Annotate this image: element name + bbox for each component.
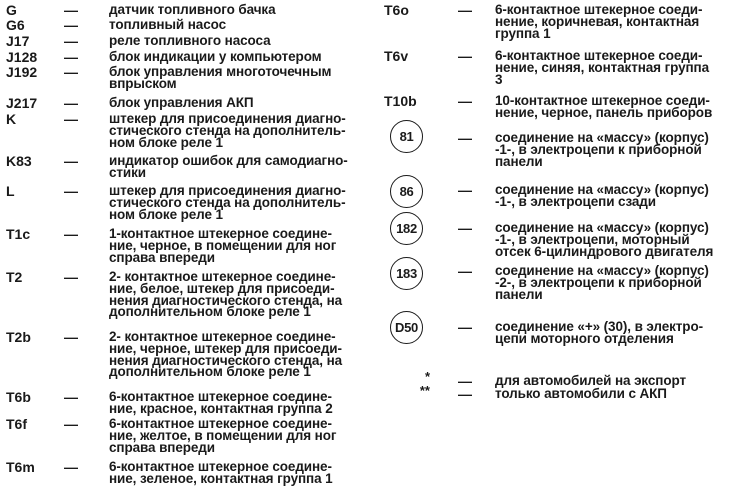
description-line: блок управления многоточечным	[109, 64, 332, 79]
entry-description	[109, 19, 371, 31]
description-line: блок управления АКП	[109, 95, 254, 110]
entry-description	[109, 155, 371, 179]
description-line: цепи моторного отделения	[495, 330, 674, 346]
description-line: ние, черное, в помещении для ног	[109, 237, 337, 253]
description-line: индикатор ошибок для самодиагно-	[109, 153, 348, 168]
entry-description	[495, 4, 730, 39]
entry-dash: —	[64, 153, 78, 169]
description-line: стического стенда на дополнитель-	[109, 122, 346, 138]
description-line: ном блоке реле 1	[109, 134, 223, 150]
entry-code: K83	[6, 153, 32, 169]
description-line: 6-контактное штекерное соеди-	[495, 48, 703, 63]
entry-code: K	[6, 111, 17, 127]
description-line: 6-контактное штекерное соедине-	[109, 459, 332, 474]
description-line: дополнительном блоке реле 1	[109, 364, 311, 380]
entry-dash: —	[64, 389, 78, 405]
ground-point-circle-icon: 183	[390, 257, 423, 290]
description-line: ние, красное, контактная группа 2	[109, 400, 333, 416]
description-line: реле топливного насоса	[109, 33, 271, 48]
entry-dash: —	[458, 220, 472, 236]
description-line: 1-контактное штекерное соедине-	[109, 226, 332, 241]
entry-dash: —	[64, 17, 78, 33]
entry-code: T6f	[6, 416, 27, 432]
entry-description	[495, 50, 730, 85]
entry-code: J17	[6, 33, 30, 49]
entry-dash: —	[64, 226, 78, 242]
description-line: соединение на «массу» (корпус)	[495, 263, 709, 278]
description-line: ном блоке реле 1	[109, 206, 223, 222]
description-line: топливный насос	[109, 17, 226, 32]
entry-dash: —	[458, 386, 472, 402]
entry-dash: —	[458, 130, 472, 146]
description-line: панели	[495, 153, 543, 169]
description-line: датчик топливного бачка	[109, 2, 276, 17]
entry-dash: —	[64, 269, 78, 285]
entry-code: J192	[6, 64, 38, 80]
entry-description	[109, 331, 371, 378]
description-line: блок индикации у компьютером	[109, 49, 322, 64]
entry-dash: —	[458, 319, 472, 335]
description-line: группа 1	[495, 25, 551, 41]
ground-point-circle-icon: 182	[390, 212, 423, 245]
entry-code: T6b	[6, 389, 31, 405]
description-line: соединение на «массу» (корпус)	[495, 220, 709, 235]
footnote-mark: **	[419, 383, 430, 398]
entry-description	[109, 66, 371, 90]
ground-point-circle-icon: 86	[390, 175, 423, 208]
entry-description	[109, 271, 371, 318]
description-line: ние, желтое, в помещении для ног	[109, 427, 337, 443]
entry-code: T2	[6, 269, 23, 285]
entry-code: T2b	[6, 329, 31, 345]
entry-dash: —	[64, 64, 78, 80]
entry-description	[495, 265, 730, 300]
description-line: справа впереди	[109, 249, 215, 265]
entry-description	[109, 228, 371, 263]
entry-description	[109, 35, 371, 47]
entry-description	[495, 132, 730, 167]
description-line: соединение на «массу» (корпус)	[495, 130, 709, 145]
description-line: дополнительном блоке реле 1	[109, 304, 311, 320]
entry-dash: —	[458, 373, 472, 389]
entry-code: L	[6, 183, 15, 199]
entry-description	[109, 97, 371, 109]
footnote-mark: *	[424, 369, 430, 384]
description-line: справа впереди	[109, 439, 215, 455]
description-line: -2-, в электроцепи к приборной	[495, 274, 702, 290]
entry-description	[109, 391, 371, 415]
description-line: 6-контактное штекерное соедине-	[109, 416, 332, 431]
entry-dash: —	[64, 183, 78, 199]
entry-dash: —	[64, 459, 78, 475]
entry-description	[109, 51, 371, 63]
entry-description	[109, 461, 371, 485]
description-line: -1-, в электроцепи, моторный	[495, 231, 690, 247]
entry-dash: —	[458, 2, 472, 18]
entry-code: T10b	[384, 93, 417, 109]
description-line: 6-контактное штекерное соедине-	[109, 389, 332, 404]
entry-dash: —	[64, 49, 78, 65]
description-line: ние, зеленое, контактная группа 1	[109, 470, 333, 486]
description-line: 6-контактное штекерное соеди-	[495, 2, 703, 17]
footnote-text: только автомобили с АКП	[495, 386, 667, 401]
entry-code: T6v	[384, 48, 409, 64]
entry-description	[495, 95, 730, 119]
ground-point-circle-icon: 81	[390, 120, 423, 153]
entry-dash: —	[64, 33, 78, 49]
description-line: штекер для присоединения диагно-	[109, 183, 346, 198]
description-line: 2- контактное штекерное соедине-	[109, 269, 336, 284]
entry-dash: —	[64, 111, 78, 127]
description-line: панели	[495, 286, 543, 302]
entry-description	[495, 184, 730, 208]
entry-dash: —	[458, 48, 472, 64]
entry-code: T6o	[384, 2, 409, 18]
description-line: -1-, в электроцепи к приборной	[495, 141, 702, 157]
description-line: нения диагностического стенда, на	[109, 292, 343, 308]
entry-description	[109, 4, 371, 16]
description-line: штекер для присоединения диагно-	[109, 111, 346, 126]
entry-description	[109, 185, 371, 220]
description-line: нение, черное, панель приборов	[495, 104, 713, 120]
description-line: стического стенда на дополнитель-	[109, 194, 346, 210]
entry-dash: —	[64, 329, 78, 345]
entry-code: J217	[6, 95, 38, 111]
entry-dash: —	[64, 2, 78, 18]
entry-dash: —	[458, 93, 472, 109]
entry-dash: —	[458, 263, 472, 279]
entry-description	[495, 321, 730, 345]
entry-dash: —	[64, 95, 78, 111]
description-line: 2- контактное штекерное соедине-	[109, 329, 336, 344]
description-line: соединение на «массу» (корпус)	[495, 182, 709, 197]
entry-code: J128	[6, 49, 38, 65]
description-line: соединение «+» (30), в электро-	[495, 319, 703, 334]
entry-description	[109, 113, 371, 148]
entry-dash: —	[64, 416, 78, 432]
description-line: -1-, в электроцепи сзади	[495, 193, 656, 209]
description-line: нения диагностического стенда, на	[109, 352, 343, 368]
entry-code: G	[6, 2, 17, 18]
ground-point-circle-icon: D50	[390, 311, 423, 344]
description-line: 3	[495, 71, 503, 87]
description-line: ние, черное, штекер для присоеди-	[109, 340, 342, 356]
description-line: 10-контактное штекерное соеди-	[495, 93, 710, 108]
description-line: нение, синяя, контактная группа	[495, 59, 710, 75]
entry-description	[495, 222, 730, 257]
entry-code: T6m	[6, 459, 35, 475]
entry-code: G6	[6, 17, 25, 33]
description-line: отсек 6-цилиндрового двигателя	[495, 243, 714, 259]
description-line: впрыском	[109, 75, 177, 91]
entry-code: T1c	[6, 226, 31, 242]
entry-dash: —	[458, 182, 472, 198]
description-line: нение, коричневая, контактная	[495, 13, 700, 29]
description-line: ние, белое, штекер для присоеди-	[109, 280, 335, 296]
description-line: стики	[109, 164, 146, 180]
footnote-text: для автомобилей на экспорт	[495, 373, 686, 388]
entry-description	[109, 418, 371, 453]
